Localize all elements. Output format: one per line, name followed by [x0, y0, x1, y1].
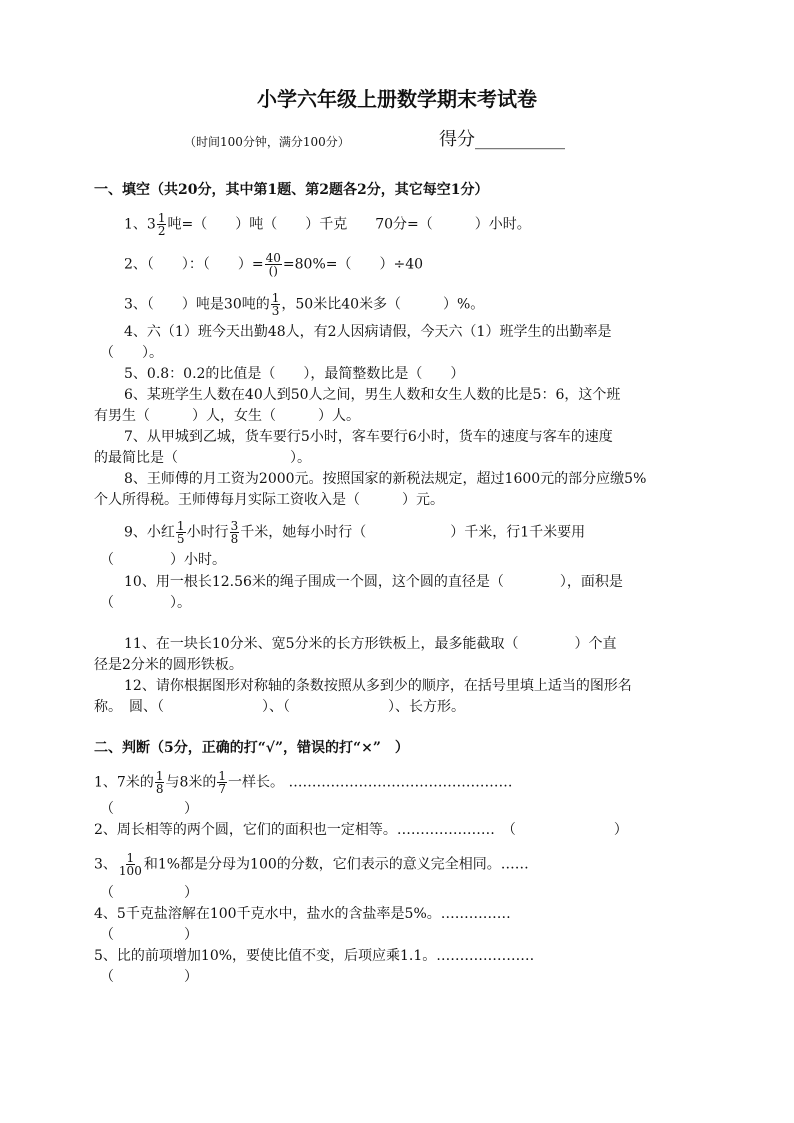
question-4-line-1: 4、六（1）班今天出勤48人，有2人因病请假，今天六（1）班学生的出勤率是 — [124, 324, 612, 340]
judgement-4-line-1: 4、5千克盐溶解在100千克水中，盐水的含盐率是5%。…………… — [94, 906, 511, 922]
question-9-line-2: （ ）小时。 — [100, 552, 226, 568]
fraction: $\frac{1}{100}$ — [118, 851, 142, 878]
fraction: $\frac{3}{8}$ — [230, 519, 239, 546]
question-11-line-2: 径是2分米的圆形铁板。 — [94, 657, 243, 673]
judgement-5-answer: （ ） — [100, 969, 198, 985]
judgement-3-line-1: 3、 $\frac{1}{100}$ 和1%都是分母为100的分数，它们表示的意义完全相同。…… — [94, 851, 529, 878]
question-8-line-1: 8、王师傅的月工资为2000元。按照国家的新税法规定，超过1600元的部分应缴5% — [124, 471, 647, 487]
fraction: $\frac{1}{5}$ — [176, 519, 185, 546]
question-3: 3、（ ）吨是30吨的 $\frac{1}{3}$ ，50米比40米多（ ）%。 — [124, 291, 485, 318]
fraction: $\frac{1}{8}$ — [155, 769, 164, 796]
question-5: 5、0.8：0.2的比值是（ ），最简整数比是（ ） — [124, 366, 465, 382]
question-6-line-1: 6、某班学生人数在40人到50人之间，男生人数和女生人数的比是5：6，这个班 — [124, 387, 621, 403]
question-9-line-1: 9、小红 $\frac{1}{5}$ 小时行 $\frac{3}{8}$ 千米，她每小时行（ ）千米，行1千米要用 — [124, 519, 586, 546]
score-label: 得分__________ — [439, 129, 565, 150]
section-true-false-heading: 二、判断（5分，正确的打“√”，错误的打“×” ） — [94, 740, 409, 756]
question-6-line-2: 有男生（ ）人，女生（ ）人。 — [94, 408, 360, 424]
exam-time-note: （时间100分钟，满分100分） — [184, 135, 350, 149]
question-11-line-1: 11、在一块长10分米、宽5分米的长方形铁板上，最多能截取（ ）个直 — [124, 636, 617, 652]
judgement-1-line-1: 1、7米的 $\frac{1}{8}$ 与8米的 $\frac{1}{7}$ 一样长。 ………………………………………… — [94, 769, 513, 796]
question-7-line-2: 的最简比是（ ）。 — [94, 450, 311, 466]
question-1: 1、3 $\frac{1}{2}$ 吨=（ ）吨（ ）千克 70分=（ ）小时。 — [124, 211, 531, 238]
question-8-line-2: 个人所得税。王师傅每月实际工资收入是（ ）元。 — [94, 492, 444, 508]
section-fill-in-heading: 一、填空（共20分，其中第1题、第2题各2分，其它每空1分） — [94, 182, 489, 198]
judgement-5-line-1: 5、比的前项增加10%，要使比值不变，后项应乘1.1。………………… — [94, 948, 535, 964]
fraction: $\frac{40}{()}$ — [265, 251, 281, 278]
question-4-line-2: （ ）。 — [100, 345, 163, 361]
fraction: $\frac{1}{2}$ — [157, 211, 166, 238]
fraction: $\frac{1}{7}$ — [218, 769, 227, 796]
question-10-line-1: 10、用一根长12.56米的绳子围成一个圆，这个圆的直径是（ ），面积是 — [124, 574, 623, 590]
judgement-4-answer: （ ） — [100, 927, 198, 943]
question-10-line-2: （ ）。 — [100, 595, 191, 611]
judgement-1-answer: （ ） — [100, 801, 198, 817]
judgement-2: 2、周长相等的两个圆，它们的面积也一定相等。………………… （ ） — [94, 822, 628, 838]
question-12-line-2: 称。 圆、（ ）、（ ）、长方形。 — [94, 699, 465, 715]
judgement-3-answer: （ ） — [100, 885, 198, 901]
page-title: 小学六年级上册数学期末考试卷 — [257, 87, 537, 111]
fraction: $\frac{1}{3}$ — [271, 291, 280, 318]
question-12-line-1: 12、请你根据图形对称轴的条数按照从多到少的顺序，在括号里填上适当的图形名 — [124, 678, 632, 694]
question-2: 2、（ ）：（ ）= $\frac{40}{()}$ =80%=（ ）÷40 — [124, 251, 424, 278]
question-7-line-1: 7、从甲城到乙城，货车要行5小时，客车要行6小时，货车的速度与客车的速度 — [124, 429, 613, 445]
